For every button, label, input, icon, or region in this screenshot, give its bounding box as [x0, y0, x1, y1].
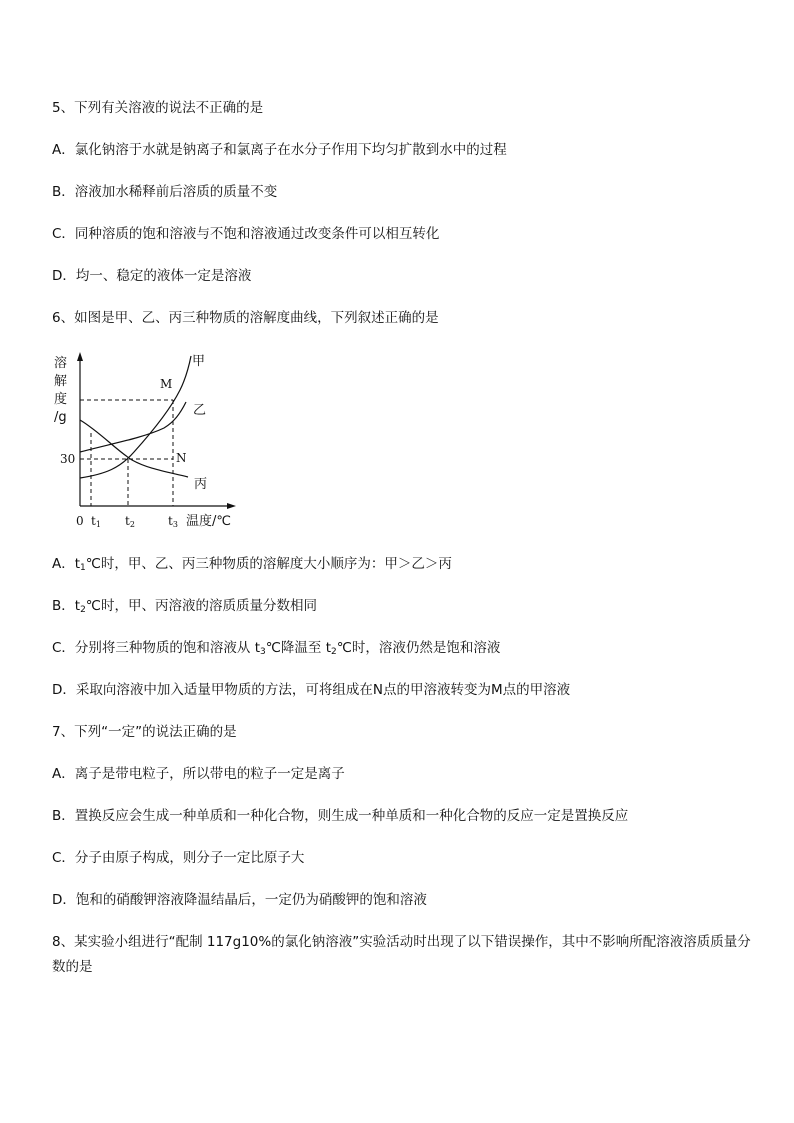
y-tick-30: 30 [60, 452, 76, 466]
q7-option-c: C．分子由原子构成，则分子一定比原子大 [52, 850, 305, 866]
x-tick-t3: t3 [168, 514, 178, 529]
series-yi-curve [80, 402, 186, 452]
x-tick-t1: t1 [91, 514, 101, 529]
q5-stem: 5、下列有关溶液的说法不正确的是 [52, 100, 264, 116]
x-axis-arrow [227, 503, 236, 509]
y-axis-arrow [77, 352, 83, 361]
q6-option-d: D．采取向溶液中加入适量甲物质的方法，可将组成在N点的甲溶液转变为M点的甲溶液 [52, 682, 571, 698]
q7-stem: 7、下列“一定”的说法正确的是 [52, 724, 237, 740]
point-n-label: N [176, 451, 187, 465]
point-m-label: M [160, 377, 173, 391]
q5-option-c: C．同种溶质的饱和溶液与不饱和溶液通过改变条件可以相互转化 [52, 226, 440, 242]
q6-option-a: A．$t_1℃$时，甲、乙、丙三种物质的溶解度大小顺序为：甲＞乙＞丙 [52, 556, 452, 573]
series-yi-label: 乙 [193, 403, 207, 418]
series-jia-label: 甲 [192, 354, 206, 369]
q6-option-c: C．分别将三种物质的饱和溶液从 $t_3℃$降温至 $t_2℃$时，溶液仍然是饱和溶液 [52, 640, 501, 657]
q8-stem: 8、某实验小组进行“配制 117g10%的氯化钠溶液”实验活动时出现了以下错误操作，其中不影响所配溶液溶质质量分数的是 [52, 934, 751, 975]
y-label-1: 溶 [54, 356, 68, 371]
x-tick-t2: t2 [125, 514, 135, 529]
y-label-3: 度 [54, 392, 68, 407]
q5-option-d: D．均一、稳定的液体一定是溶液 [52, 268, 252, 284]
y-label-2: 解 [54, 374, 68, 389]
q7-option-b: B．置换反应会生成一种单质和一种化合物，则生成一种单质和一种化合物的反应一定是置换反应 [52, 808, 629, 824]
y-label-4: /g [54, 410, 67, 425]
q7-option-a: A．离子是带电粒子，所以带电的粒子一定是离子 [52, 766, 345, 782]
q7-option-d: D．饱和的硝酸钾溶液降温结晶后，一定仍为硝酸钾的饱和溶液 [52, 892, 427, 908]
q6-stem: 6、如图是甲、乙、丙三种物质的溶解度曲线，下列叙述正确的是 [52, 310, 439, 326]
q6-option-b: B．$t_2℃$时，甲、丙溶液的溶质质量分数相同 [52, 598, 317, 615]
q5-option-b: B．溶液加水稀释前后溶质的质量不变 [52, 184, 278, 200]
solubility-chart [48, 348, 248, 534]
origin-label: 0 [76, 514, 84, 528]
x-axis-label: 温度/℃ [186, 514, 231, 529]
q5-option-a: A．氯化钠溶于水就是钠离子和氯离子在水分子作用下均匀扩散到水中的过程 [52, 142, 507, 158]
series-jia-curve [80, 356, 191, 478]
series-bing-label: 丙 [194, 477, 208, 492]
